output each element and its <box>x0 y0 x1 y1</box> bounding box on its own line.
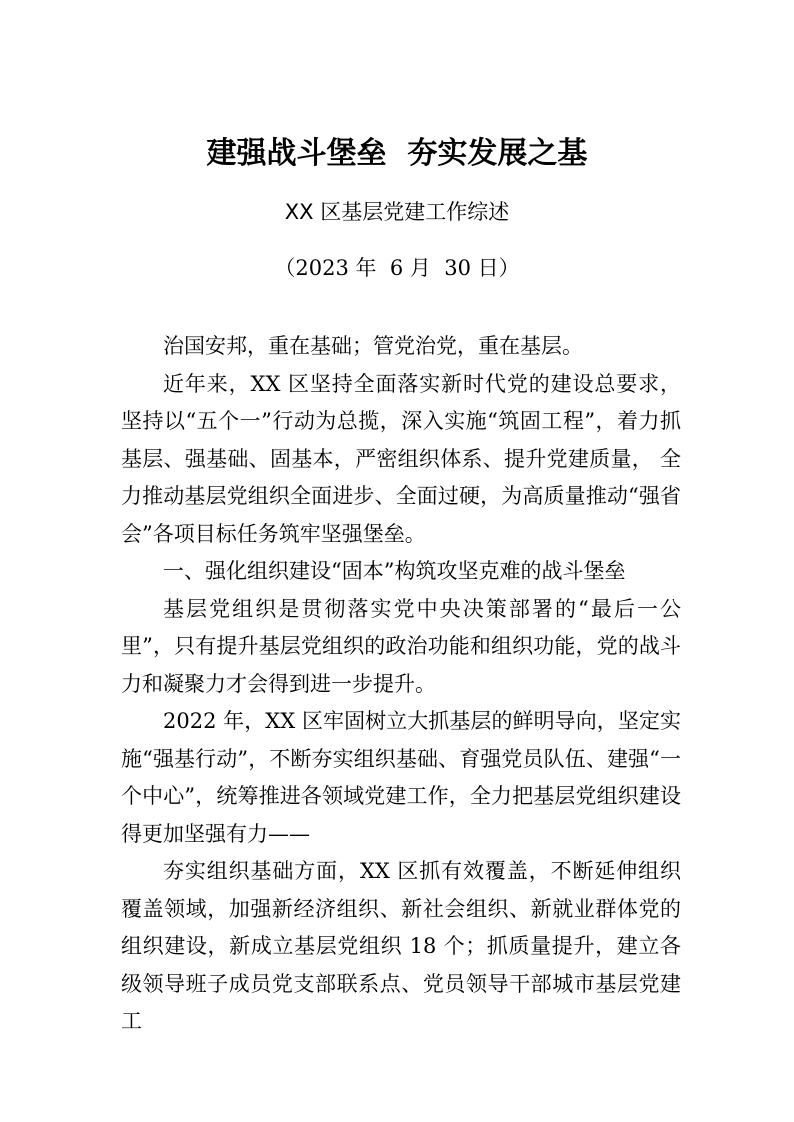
document-subtitle: XX 区基层党建工作综述 <box>284 200 510 224</box>
paragraph-grassroots: 基层党组织是贯彻落实党中央决策部署的“最后一公里”，只有提升基层党组织的政治功能和组织功能，党的战斗力和凝聚力才会得到进一步提升。 <box>121 596 681 696</box>
document-date: （2023 年 6 月 30 日） <box>274 256 520 280</box>
document-body <box>121 328 681 1041</box>
paragraph-2022: 2022 年，XX 区牢固树立大抓基层的鲜明导向，坚定实施“强基行动”，不断夯实组织基础、育强党员队伍、建强“一个中心”，统筹推进各领域党建工作，全力把基层党组织建设得更加坚强有力—— <box>121 709 681 846</box>
document-title: 建强战斗堡垒 夯实发展之基 <box>206 136 588 171</box>
section-heading-1: 一、强化组织建设“固本”构筑攻坚克难的战斗堡垒 <box>163 559 626 583</box>
paragraph-opening: 治国安邦，重在基础；管党治党，重在基层。 <box>163 334 583 358</box>
paragraph-foundation: 夯实组织基础方面，XX 区抓有效覆盖，不断延伸组织覆盖领域，加强新经济组织、新社会组织、新就业群体党的组织建设，新成立基层党组织 18 个；抓质量提升，建立各级领导班子成员党支部联系点、党员领导干部城市基层党建工 <box>121 859 681 1033</box>
paragraph-overview: 近年来，XX 区坚持全面落实新时代党的建设总要求，坚持以“五个一”行动为总揽，深入实施“筑固工程”，着力抓基层、强基础、固基本，严密组织体系、提升党建质量， 全力推动基层党组织全面进步、全面过硬，为高质量推动“强省会”各项目标任务筑牢坚强堡垒。 <box>121 371 681 546</box>
